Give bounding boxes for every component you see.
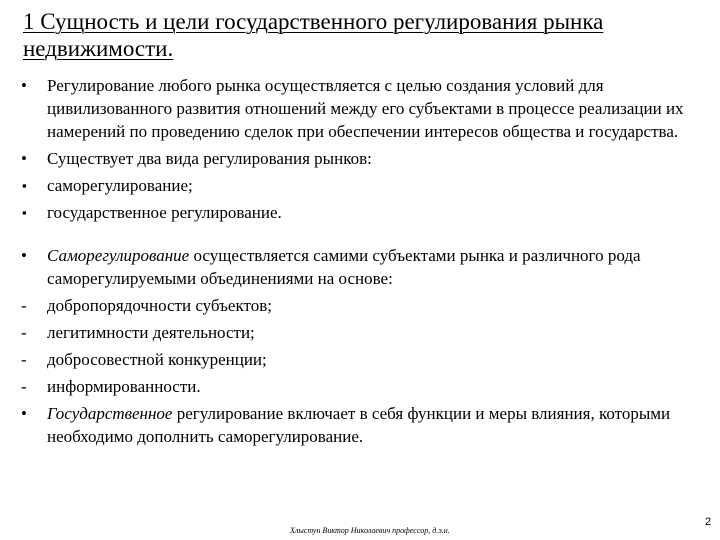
slide-footer: Хлыстун Виктор Николаевич профессор, д.э.н. <box>290 526 450 535</box>
slide-title: 1 Сущность и цели государственного регулирования рынка недвижимости. <box>23 9 604 61</box>
bullet-item <box>0 147 720 170</box>
sub-item-text: саморегулирование; <box>47 176 193 195</box>
sub-item <box>0 201 720 224</box>
bullet-marker: • <box>21 246 27 265</box>
bullet-marker: • <box>21 404 27 423</box>
page-number: 2 <box>705 516 712 528</box>
bullet-text: регулирование включает в себя функции и меры влияния, которыми необходимо дополнить саморегулирование. <box>47 404 671 446</box>
bullet-item <box>0 402 720 448</box>
sub-item <box>0 174 720 197</box>
dash-item <box>0 348 720 371</box>
emphasis-term: Саморегулирование <box>47 246 190 265</box>
dash-item-text: легитимности деятельности; <box>47 323 255 342</box>
square-marker: ▪ <box>22 178 27 193</box>
dash-marker: - <box>21 350 27 369</box>
bullet-text: осуществляется самими субъектами рынка и различного рода саморегулируемыми объединениями на основе: <box>47 246 641 288</box>
dash-item-text: добропорядочности субъектов; <box>47 296 272 315</box>
dash-item-text: информированности. <box>47 377 201 396</box>
dash-item <box>0 294 720 317</box>
dash-item-text: добросовестной конкуренции; <box>47 350 267 369</box>
bullet-text: Существует два вида регулирования рынков: <box>47 149 372 168</box>
dash-marker: - <box>21 296 27 315</box>
bullet-item <box>0 74 720 143</box>
bullet-marker: • <box>21 149 27 168</box>
emphasis-term: Государственное <box>47 404 173 423</box>
square-marker: ▪ <box>22 205 27 220</box>
bullet-marker: • <box>21 76 27 95</box>
bullet-text: Регулирование любого рынка осуществляется с целью создания условий для цивилизованного развития отношений между его субъектами в процессе реализации их намерений по проведению сделок при обеспечении интересов общества и государства. <box>47 76 684 141</box>
sub-item-text: государственное регулирование. <box>47 203 282 222</box>
dash-marker: - <box>21 323 27 342</box>
dash-item <box>0 375 720 398</box>
dash-item <box>0 321 720 344</box>
bullet-item <box>0 244 720 290</box>
dash-marker: - <box>21 377 27 396</box>
slide-body <box>0 74 720 448</box>
